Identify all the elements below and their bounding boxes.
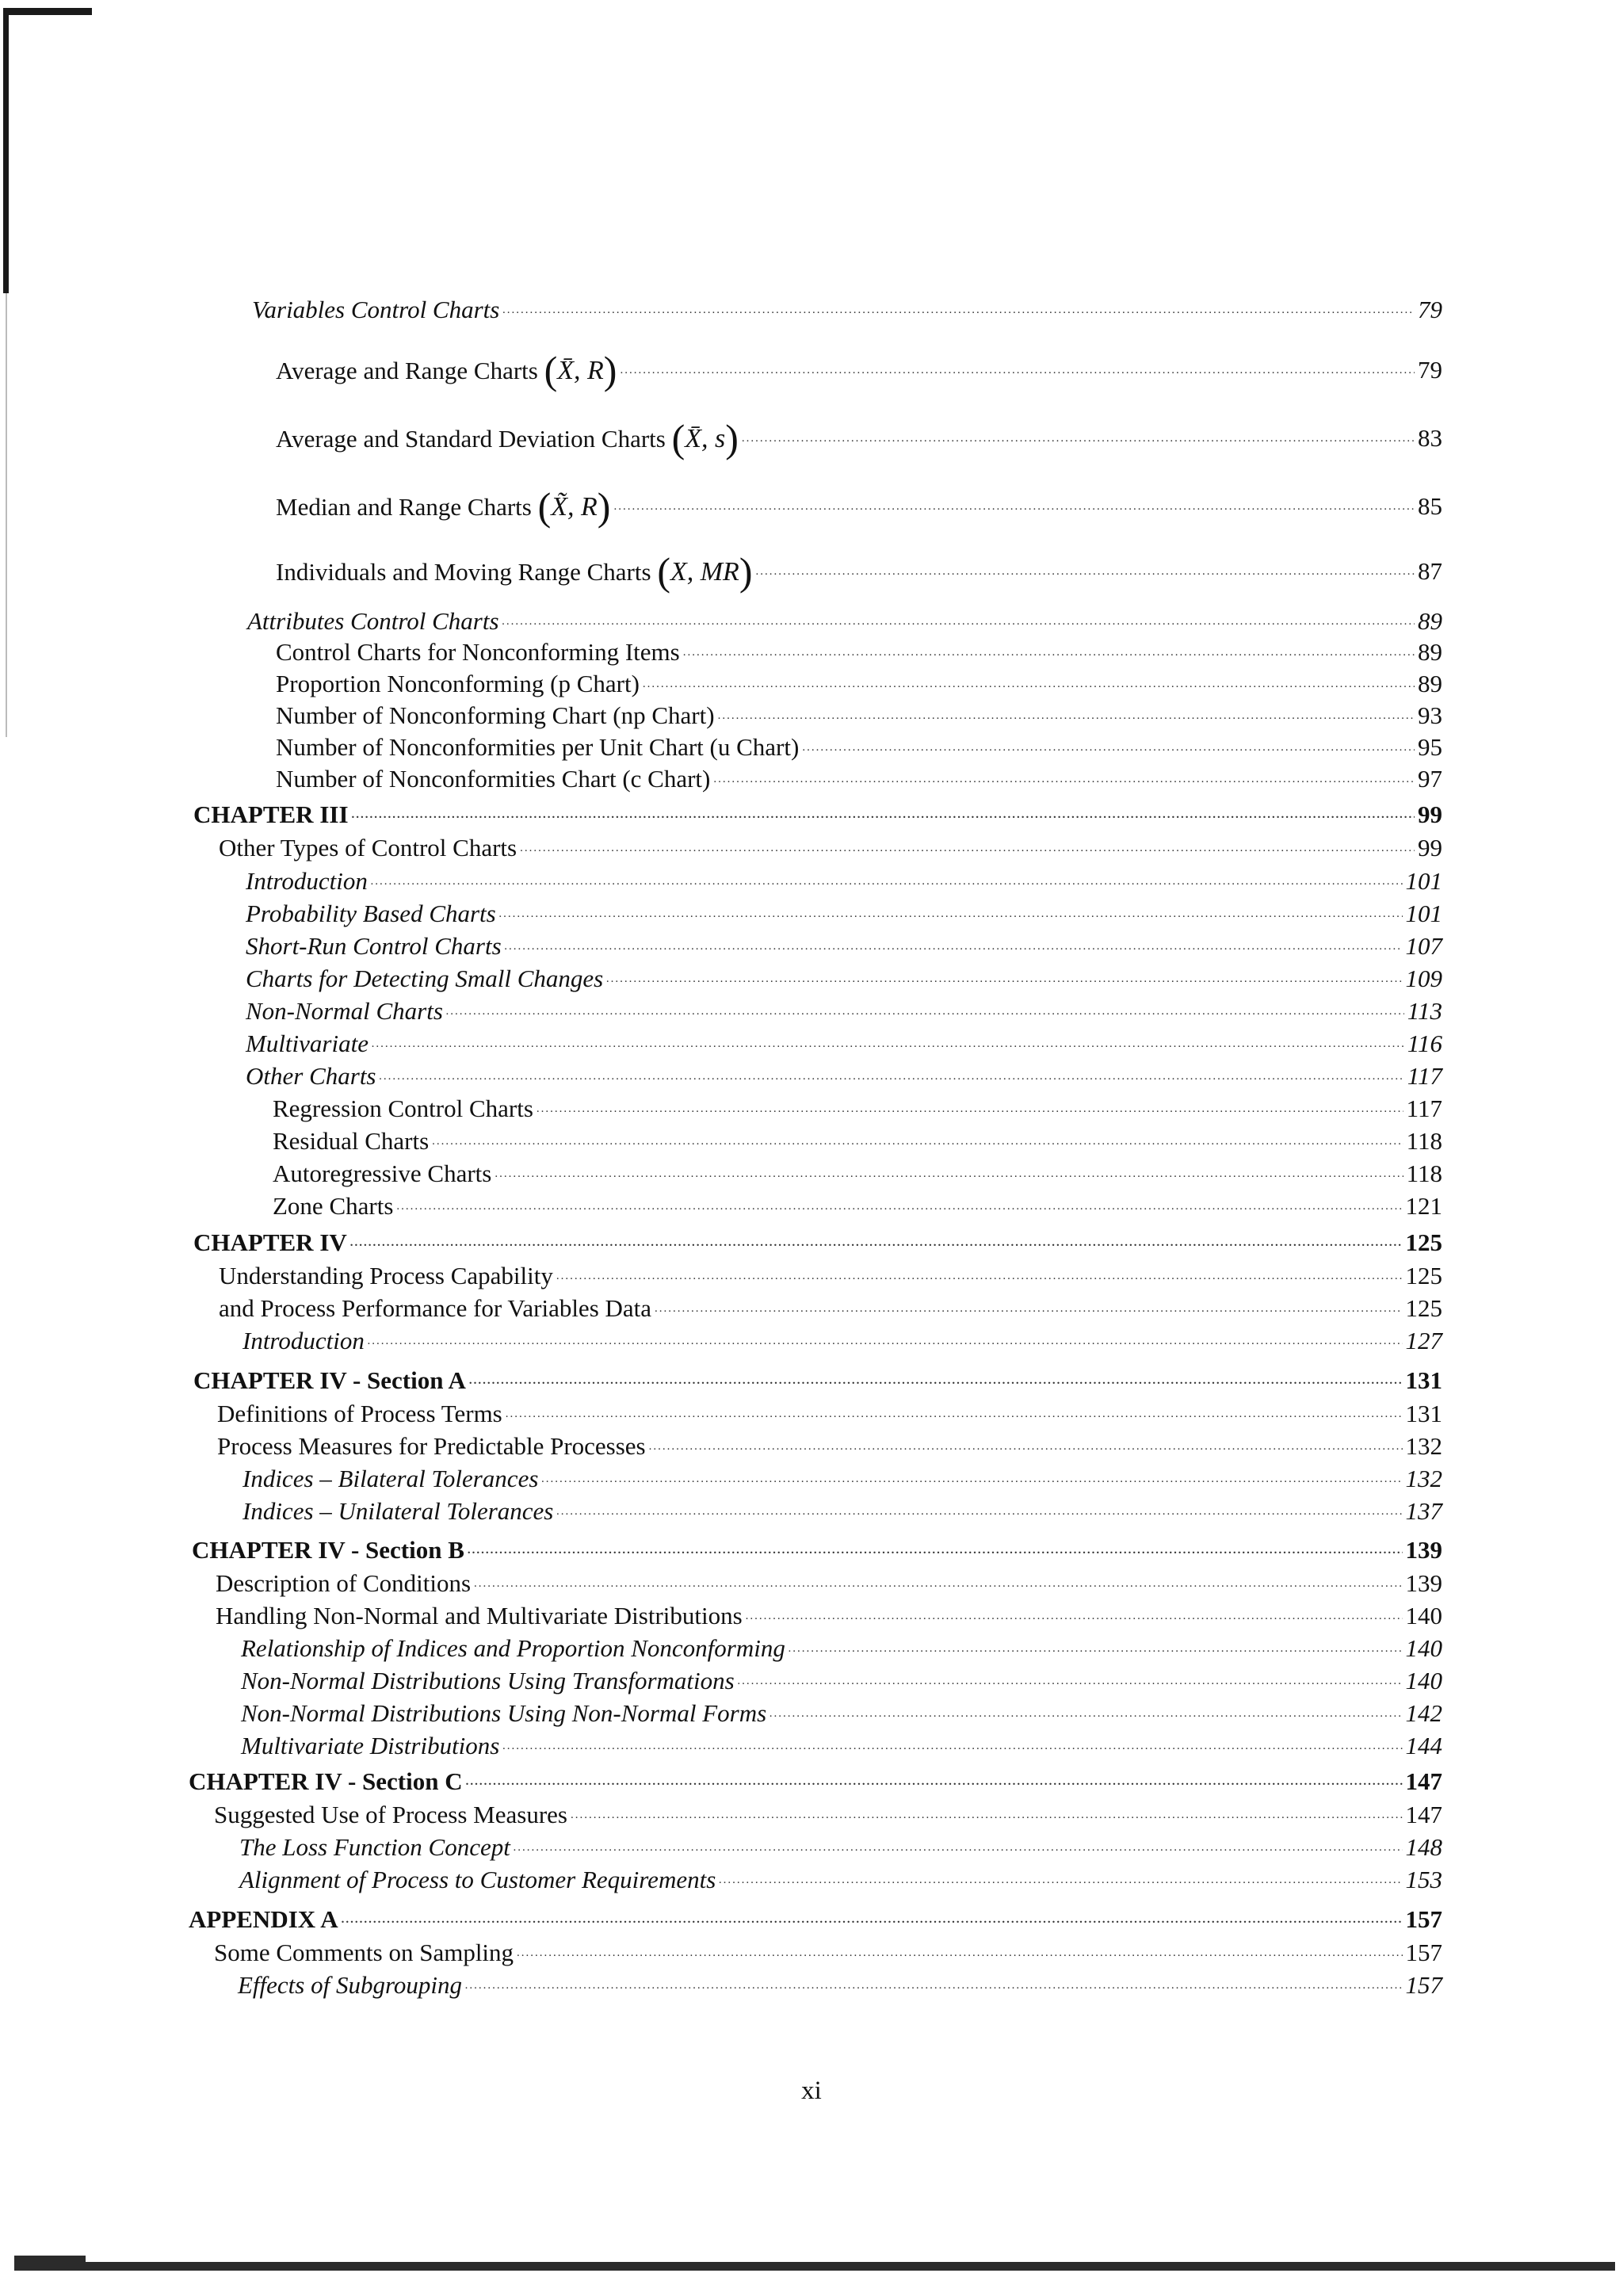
toc-entry[interactable] — [214, 1801, 1442, 1829]
toc-entry-page: 125 — [1405, 1294, 1442, 1322]
toc-entry[interactable] — [239, 1833, 1442, 1862]
toc-leader — [719, 1866, 1402, 1894]
toc-entry[interactable] — [219, 1262, 1442, 1290]
toc-leader — [541, 1465, 1402, 1493]
toc-entry-title: Average and Standard Deviation Charts (X̄, s) — [276, 415, 739, 460]
toc-entry-page: 118 — [1406, 1159, 1442, 1187]
toc-entry[interactable] — [246, 900, 1442, 928]
toc-entry-page: 99 — [1418, 834, 1442, 861]
toc-entry-title: Probability Based Charts — [246, 900, 496, 927]
toc-leader — [755, 557, 1415, 586]
toc-leader — [396, 1192, 1402, 1221]
toc-entry[interactable] — [242, 1465, 1442, 1493]
toc-entry-page: 101 — [1405, 900, 1442, 927]
toc-entry-title: Alignment of Process to Customer Requirements — [239, 1866, 716, 1893]
toc-entry-title: CHAPTER IV — [193, 1228, 347, 1256]
toc-entry-title: Indices – Unilateral Tolerances — [242, 1497, 554, 1525]
toc-entry-title: CHAPTER III — [193, 800, 349, 828]
toc-entry-page: 121 — [1405, 1192, 1442, 1220]
toc-entry-title: Short-Run Control Charts — [246, 932, 502, 960]
toc-entry-page: 131 — [1405, 1400, 1442, 1427]
toc-entry[interactable] — [241, 1699, 1442, 1728]
scan-edge-mark — [3, 8, 92, 15]
toc-leader — [643, 670, 1415, 698]
toc-entry[interactable] — [219, 834, 1442, 862]
toc-entry-title: Other Types of Control Charts — [219, 834, 517, 861]
toc-entry-title: Multivariate Distributions — [241, 1732, 500, 1759]
toc-entry-page: 79 — [1418, 356, 1442, 384]
toc-leader — [769, 1699, 1402, 1728]
toc-entry-title: and Process Performance for Variables Data — [219, 1294, 652, 1322]
toc-entry[interactable] — [276, 670, 1442, 698]
toc-leader — [655, 1294, 1402, 1323]
toc-entry-title: Zone Charts — [273, 1192, 394, 1220]
toc-entry-title: Non-Normal Distributions Using Transformations — [241, 1667, 735, 1694]
toc-entry-title: Suggested Use of Process Measures — [214, 1801, 567, 1828]
toc-entry-title: Indices – Bilateral Tolerances — [242, 1465, 539, 1492]
toc-entry-page: 117 — [1406, 1095, 1442, 1122]
toc-entry-title: Non-Normal Charts — [246, 997, 443, 1025]
toc-entry-page: 139 — [1405, 1536, 1442, 1564]
toc-entry[interactable] — [246, 997, 1442, 1026]
toc-entry-title: CHAPTER IV - Section B — [192, 1536, 464, 1564]
toc-entry-page: 147 — [1405, 1801, 1442, 1828]
toc-entry[interactable] — [246, 1030, 1442, 1058]
toc-entry-title: Charts for Detecting Small Changes — [246, 965, 604, 992]
toc-entry-title: CHAPTER IV - Section A — [193, 1366, 466, 1394]
toc-entry-title: Handling Non-Normal and Multivariate Distributions — [216, 1602, 743, 1629]
toc-entry-page: 89 — [1418, 670, 1442, 697]
toc-leader — [465, 1971, 1403, 2000]
toc-leader — [474, 1569, 1402, 1598]
toc-entry-page: 125 — [1405, 1262, 1442, 1289]
toc-entry-title: Understanding Process Capability — [219, 1262, 553, 1289]
toc-entry-title: Proportion Nonconforming (p Chart) — [276, 670, 640, 697]
toc-entry-title: Attributes Control Charts — [247, 607, 499, 635]
toc-leader — [342, 1905, 1403, 1934]
toc-leader — [537, 1095, 1403, 1123]
toc-entry-page: 107 — [1405, 932, 1442, 960]
page-number: xi — [801, 2076, 822, 2105]
toc-entry[interactable] — [276, 550, 1442, 593]
toc-entry[interactable] — [276, 349, 1442, 392]
scan-edge-mark — [3, 8, 9, 293]
toc-entry-page: 139 — [1405, 1569, 1442, 1597]
toc-leader — [742, 424, 1415, 453]
toc-chapter[interactable] — [193, 1228, 1442, 1257]
toc-entry[interactable] — [252, 296, 1442, 324]
toc-leader — [789, 1634, 1403, 1663]
toc-entry-formula: X, MR — [670, 556, 739, 586]
toc-entry[interactable] — [219, 1294, 1442, 1323]
toc-entry[interactable] — [276, 765, 1442, 793]
toc-entry[interactable] — [217, 1400, 1442, 1428]
toc-entry-page: 140 — [1405, 1667, 1442, 1694]
toc-entry-title: Process Measures for Predictable Processes — [217, 1432, 646, 1460]
toc-leader — [372, 1030, 1404, 1058]
toc-entry[interactable] — [241, 1732, 1442, 1760]
toc-leader — [368, 1327, 1403, 1355]
toc-entry-page: 132 — [1405, 1432, 1442, 1460]
toc-entry-formula: X̄, s — [685, 423, 726, 453]
toc-leader — [517, 1939, 1402, 1967]
toc-entry-page: 109 — [1405, 965, 1442, 992]
toc-leader — [352, 800, 1415, 829]
toc-entry[interactable] — [242, 1497, 1442, 1526]
toc-entry-page: 116 — [1407, 1030, 1442, 1057]
toc-entry-page: 142 — [1405, 1699, 1442, 1727]
toc-entry[interactable] — [217, 1432, 1442, 1461]
toc-entry[interactable] — [246, 965, 1442, 993]
toc-entry-page: 87 — [1418, 557, 1442, 585]
toc-leader — [505, 932, 1403, 961]
toc-entry-page: 99 — [1418, 800, 1442, 828]
toc-entry[interactable] — [273, 1095, 1442, 1123]
toc-entry-title: Relationship of Indices and Proportion Nonconforming — [241, 1634, 785, 1662]
toc-leader — [613, 492, 1415, 521]
toc-entry-page: 153 — [1405, 1866, 1442, 1893]
toc-entry-title: Description of Conditions — [216, 1569, 472, 1597]
toc-entry-formula: X̄, R — [557, 355, 604, 385]
toc-entry-page: 147 — [1405, 1767, 1442, 1795]
toc-entry[interactable] — [241, 1634, 1442, 1663]
toc-leader — [520, 834, 1415, 862]
toc-entry-title: Residual Charts — [273, 1127, 430, 1155]
toc-entry-page: 144 — [1405, 1732, 1442, 1759]
toc-leader — [556, 1497, 1402, 1526]
toc-leader — [446, 997, 1404, 1026]
toc-entry-title: Introduction — [246, 867, 368, 895]
toc-entry[interactable] — [276, 638, 1442, 667]
toc-entry-page: 157 — [1405, 1971, 1442, 1999]
toc-entry[interactable] — [246, 932, 1442, 961]
toc-entry-page: 140 — [1405, 1602, 1442, 1629]
toc-leader — [371, 867, 1403, 896]
toc-entry[interactable] — [276, 485, 1442, 528]
toc-entry-page: 85 — [1418, 492, 1442, 520]
toc-entry-title: Definitions of Process Terms — [217, 1400, 502, 1427]
toc-entry-page: 118 — [1406, 1127, 1442, 1155]
toc-entry-title: Introduction — [242, 1327, 365, 1354]
toc-entry-page: 148 — [1405, 1833, 1442, 1861]
toc-entry-title: Other Charts — [246, 1062, 376, 1090]
toc-entry[interactable] — [273, 1159, 1442, 1188]
toc-entry[interactable] — [238, 1971, 1442, 2000]
toc-entry-page: 97 — [1418, 765, 1442, 793]
toc-entry-page: 83 — [1418, 424, 1442, 452]
toc-entry-title: Non-Normal Distributions Using Non-Normal Forms — [241, 1699, 767, 1727]
toc-entry-page: 113 — [1407, 997, 1442, 1025]
toc-leader — [502, 1732, 1402, 1760]
toc-leader — [649, 1432, 1403, 1461]
toc-leader — [713, 765, 1415, 793]
toc-entry-page: 157 — [1405, 1905, 1442, 1933]
scan-edge-mark — [14, 2262, 1615, 2271]
toc-leader — [746, 1602, 1403, 1630]
toc-entry[interactable] — [273, 1127, 1442, 1156]
toc-leader — [620, 356, 1415, 384]
toc-entry-title: Autoregressive Charts — [273, 1159, 492, 1187]
scan-edge-mark — [6, 293, 7, 737]
toc-entry-page: 127 — [1405, 1327, 1442, 1354]
toc-leader — [718, 701, 1415, 730]
toc-entry-page: 79 — [1418, 296, 1442, 323]
toc-entry-page: 89 — [1418, 638, 1442, 666]
toc-entry-title: Regression Control Charts — [273, 1095, 533, 1122]
toc-entry-page: 131 — [1405, 1366, 1442, 1394]
toc-entry-page: 157 — [1405, 1939, 1442, 1966]
toc-leader — [556, 1262, 1403, 1290]
toc-entry-title: APPENDIX A — [189, 1905, 338, 1933]
toc-entry-formula: X̃, R — [551, 491, 598, 521]
toc-chapter[interactable] — [189, 1905, 1442, 1934]
toc-chapter[interactable] — [192, 1536, 1442, 1564]
toc-entry[interactable] — [216, 1602, 1442, 1630]
toc-leader — [738, 1667, 1403, 1695]
toc-entry-title: Median and Range Charts (X̃, R) — [276, 483, 611, 529]
toc-leader — [514, 1833, 1403, 1862]
toc-entry-title: Some Comments on Sampling — [214, 1939, 514, 1966]
toc-leader — [502, 296, 1415, 324]
toc-entry-page: 137 — [1405, 1497, 1442, 1525]
toc-leader — [468, 1536, 1403, 1564]
toc-entry[interactable] — [239, 1866, 1442, 1894]
toc-entry-page: 95 — [1418, 733, 1442, 761]
toc-entry-title: Effects of Subgrouping — [238, 1971, 462, 1999]
toc-entry-page: 132 — [1405, 1465, 1442, 1492]
toc-leader — [466, 1767, 1403, 1796]
toc-leader — [350, 1228, 1403, 1257]
toc-chapter[interactable] — [193, 800, 1442, 829]
toc-leader — [683, 638, 1415, 667]
toc-entry[interactable] — [216, 1569, 1442, 1598]
toc-entry-page: 89 — [1418, 607, 1442, 635]
toc-leader — [802, 733, 1415, 762]
toc-leader — [499, 900, 1403, 928]
toc-chapter[interactable] — [189, 1767, 1442, 1796]
toc-entry[interactable] — [241, 1667, 1442, 1695]
toc-entry-title: CHAPTER IV - Section C — [189, 1767, 463, 1795]
toc-entry[interactable] — [214, 1939, 1442, 1967]
toc-entry[interactable] — [276, 733, 1442, 762]
toc-entry-page: 117 — [1407, 1062, 1442, 1090]
toc-entry-page: 125 — [1405, 1228, 1442, 1256]
toc-leader — [380, 1062, 1404, 1091]
toc-entry[interactable] — [246, 867, 1442, 896]
toc-entry-title: Variables Control Charts — [252, 296, 500, 323]
toc-leader — [571, 1801, 1403, 1829]
toc-entry-page: 140 — [1405, 1634, 1442, 1662]
toc-entry-page: 101 — [1405, 867, 1442, 895]
toc-leader — [469, 1366, 1403, 1395]
toc-leader — [432, 1127, 1403, 1156]
toc-entry-title: Control Charts for Nonconforming Items — [276, 638, 680, 666]
toc-entry[interactable] — [247, 607, 1442, 636]
toc-entry-title: Multivariate — [246, 1030, 369, 1057]
toc-entry-title: Number of Nonconformities per Unit Chart (u Chart) — [276, 733, 800, 761]
toc-entry-title: Number of Nonconforming Chart (np Chart) — [276, 701, 715, 729]
toc-leader — [502, 607, 1415, 636]
toc-entry-title: Number of Nonconformities Chart (c Chart) — [276, 765, 711, 793]
toc-entry[interactable] — [273, 1192, 1442, 1221]
toc-entry-title: The Loss Function Concept — [239, 1833, 510, 1861]
toc-leader — [606, 965, 1402, 993]
toc-entry-title: Average and Range Charts (X̄, R) — [276, 347, 617, 392]
toc-leader — [495, 1159, 1403, 1188]
toc-entry[interactable] — [276, 417, 1442, 460]
toc-entry[interactable] — [276, 701, 1442, 730]
toc-entry[interactable] — [242, 1327, 1442, 1355]
toc-entry[interactable] — [246, 1062, 1442, 1091]
toc-entry-title: Individuals and Moving Range Charts (X, MR) — [276, 548, 753, 594]
toc-leader — [506, 1400, 1403, 1428]
toc-chapter[interactable] — [193, 1366, 1442, 1395]
toc-entry-page: 93 — [1418, 701, 1442, 729]
